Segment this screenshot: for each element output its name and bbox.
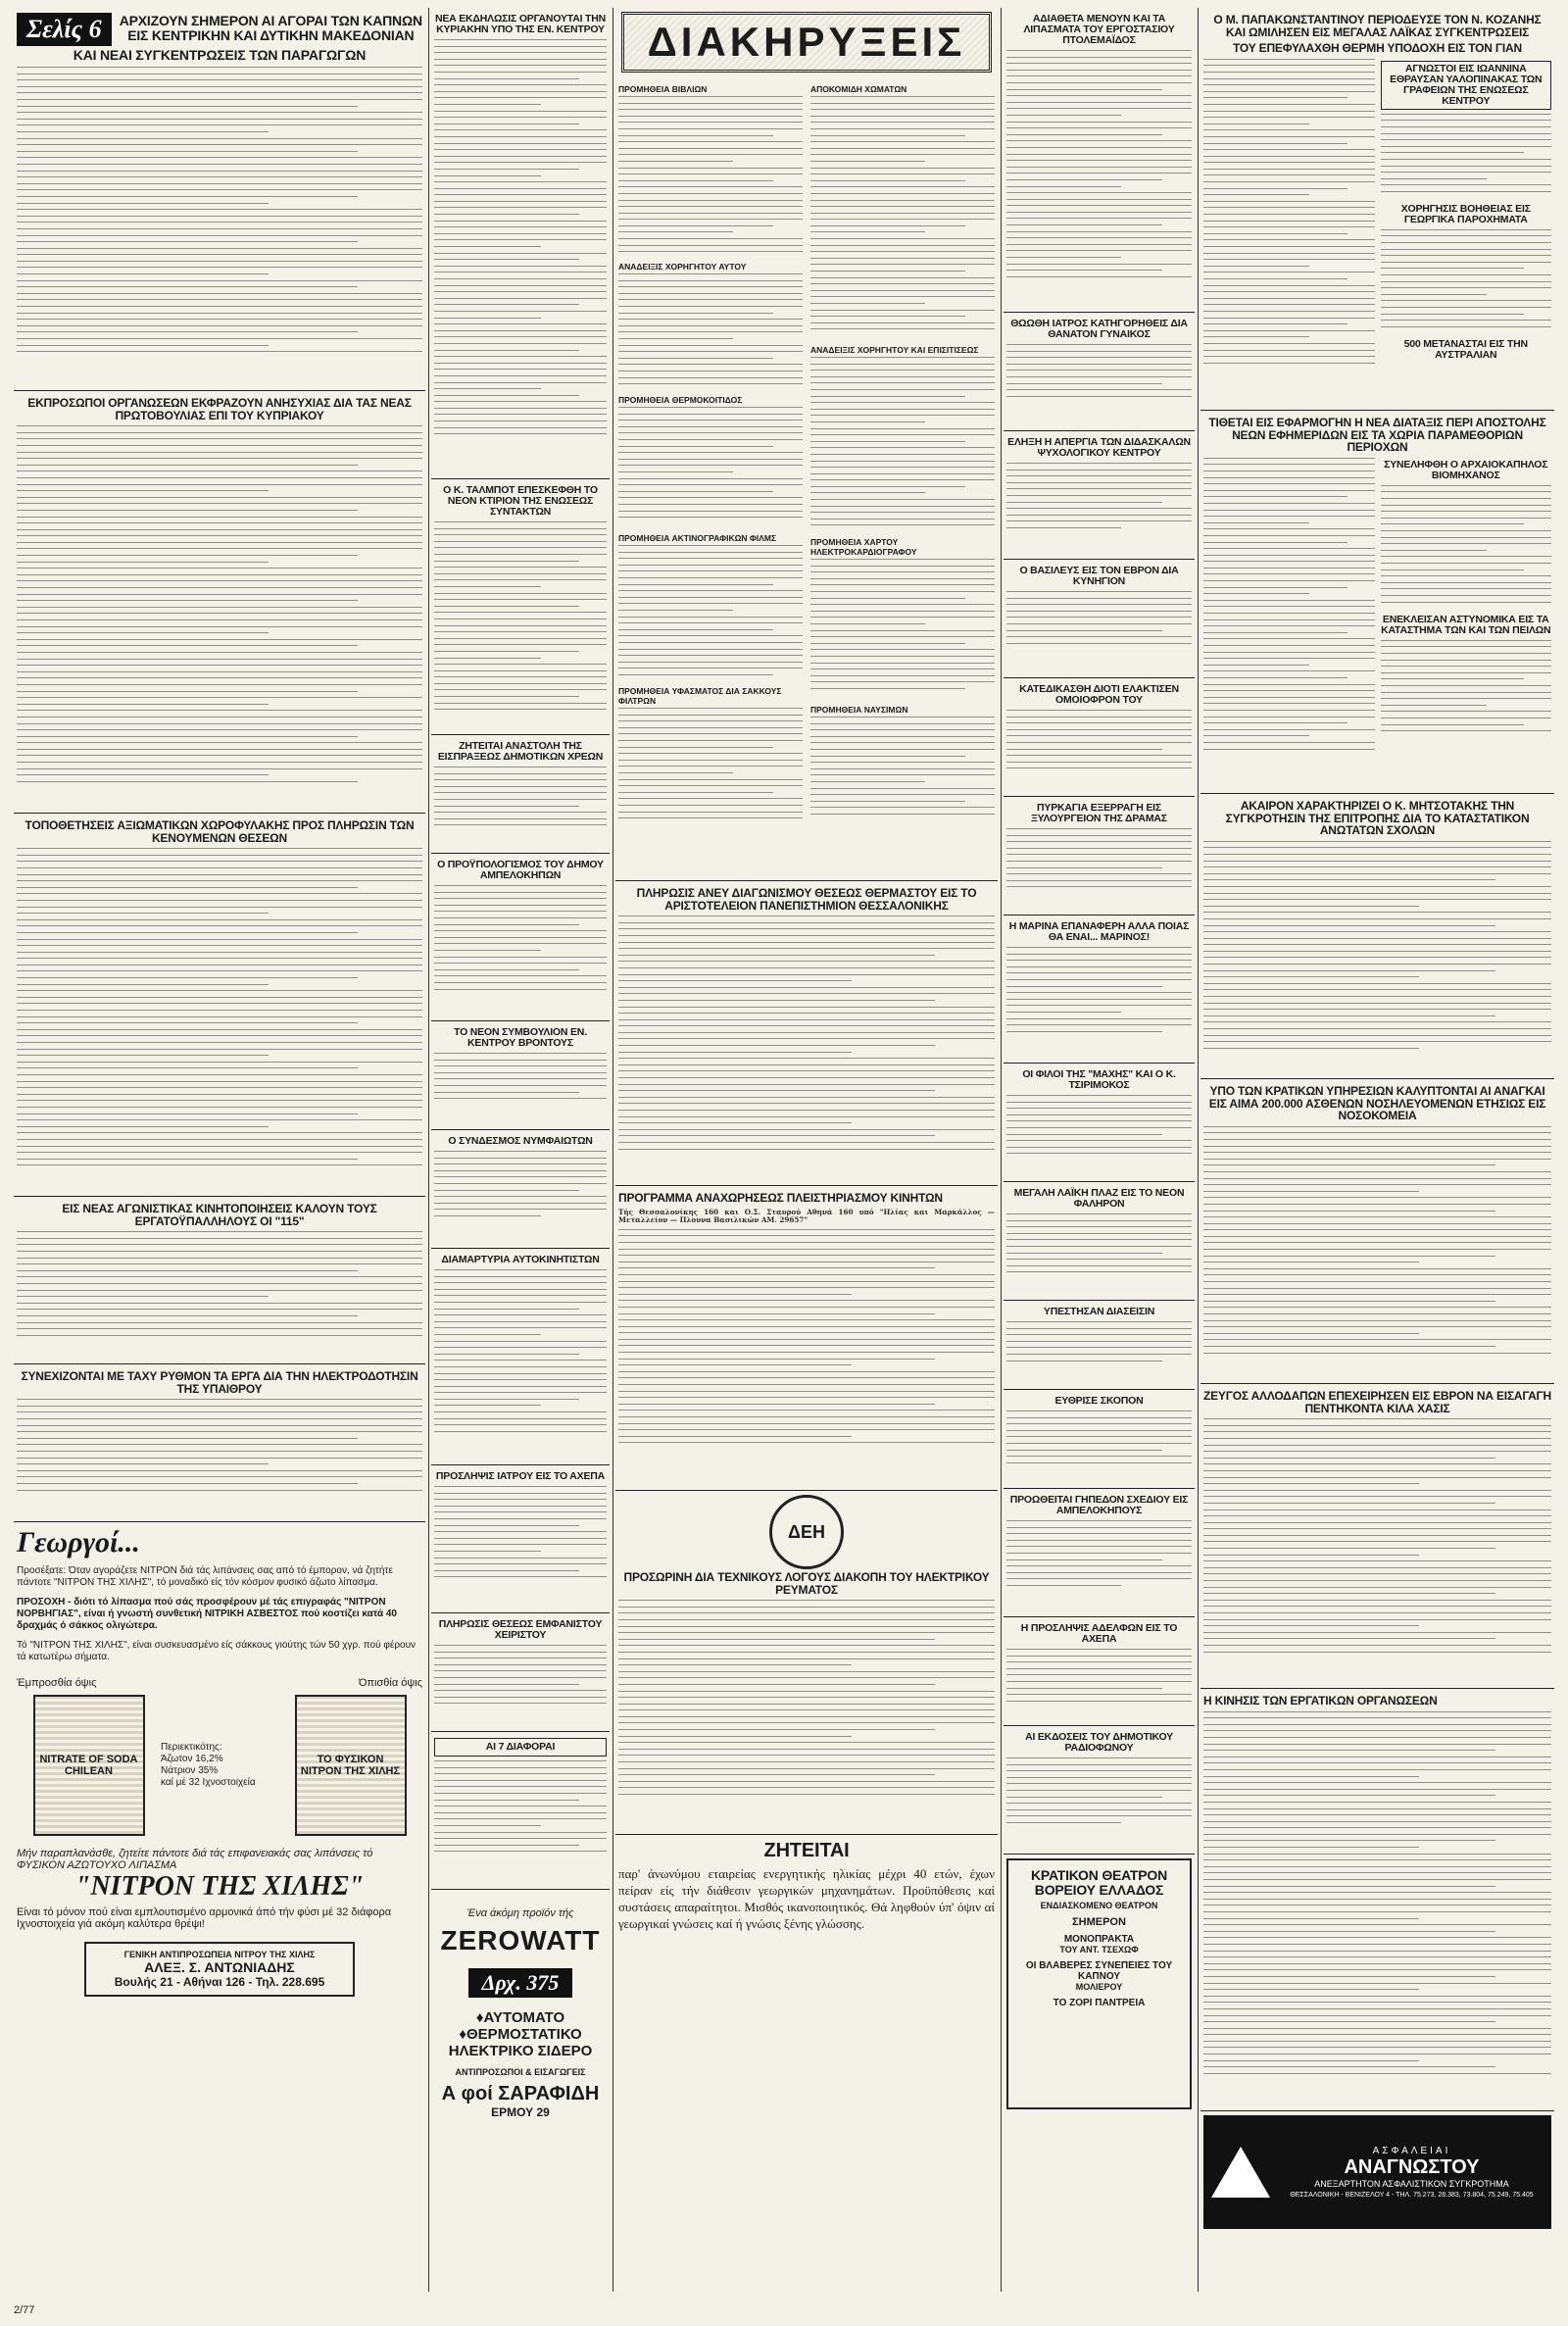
subheading: ΠΡΟΜΗΘΕΙΑ ΒΙΒΛΙΩΝ bbox=[618, 84, 708, 94]
article-developer bbox=[431, 1613, 610, 1732]
sack-front-image: NITRATE OF SODA CHILEAN bbox=[33, 1695, 145, 1836]
ad-subtitle: ΑΝΕΞΑΡΤΗΤΟΝ ΑΣΦΑΛΙΣΤΙΚΟΝ ΣΥΓΚΡΟΤΗΜΑ bbox=[1314, 2179, 1509, 2189]
article-body bbox=[434, 1269, 607, 1441]
article-body bbox=[1381, 485, 1552, 613]
ad-agent-name: Α φοί ΣΑΡΑΦΙΔΗ bbox=[441, 2083, 600, 2104]
ad-agent-name: ΑΛΕΞ. Σ. ΑΝΤΩΝΙΑΔΗΣ bbox=[144, 1959, 295, 1975]
subheading: ΠΡΟΜΗΘΕΙΑ ΘΕΡΜΟΚΟΙΤΙΔΟΣ bbox=[618, 395, 743, 405]
article-university-stoker bbox=[615, 881, 998, 1186]
theatre-sub: ΕΝΔΙΑΣΚΟΜΕΝΟ ΘΕΑΤΡΟΝ bbox=[1040, 1901, 1158, 1911]
article-body bbox=[1203, 1126, 1551, 1361]
article-body bbox=[810, 559, 995, 701]
ad-text: Τό "ΝΙΤΡΟΝ ΤΗΣ ΧΙΛΗΣ", είναι συσκευασμένο είς σάκκους γιούτης τών 50 χγρ. πού φέρουν τά κατωτέρω σήματα. bbox=[17, 1640, 416, 1662]
theatre-today: ΣΗΜΕΡΟΝ bbox=[1072, 1916, 1126, 1929]
headline: ΚΡΑΤΙΚΟΝ ΘΕΑΤΡΟΝ ΒΟΡΕΙΟΥ ΕΛΛΑΔΟΣ bbox=[1030, 1867, 1168, 1898]
article-tobacco-markets bbox=[14, 8, 425, 391]
article-body bbox=[434, 39, 607, 441]
ad-tagline: Είναι τό μόνον πού είναι εμπλουτισμένο αρμονικά άπό τήν φύσι μέ 32 διάφορα Ιχνοστοιχεία γιά ακόμη καλύτερα θρέψι! bbox=[17, 1906, 392, 1930]
ad-agent: ΓΕΝΙΚΗ ΑΝΤΙΠΡΟΣΩΠΕΙΑ ΝΙΤΡΟΥ ΤΗΣ ΧΙΛΗΣ bbox=[123, 1950, 316, 1959]
headline: ΠΡΟΩΘΕΙΤΑΙ ΓΗΠΕΔΟΝ ΣΧΕΔΙΟΥ ΕΙΣ ΑΜΠΕΛΟΚΗΠΟΥΣ bbox=[1009, 1494, 1189, 1517]
ad-contents: Νάτριον 35% bbox=[161, 1765, 219, 1776]
ad-tagline: Ένα άκόμη προϊόν τής bbox=[466, 1907, 574, 1919]
article-municipal-debts bbox=[431, 735, 610, 854]
article-papakonstantinou bbox=[1200, 8, 1554, 411]
ad-text: παρ' άνωνύμου εταιρείας ενεργητικής ηλικίας μέχρι 40 ετών, έχων πείραν είς τήν διάθεσιν γεωργικών μηχανημάτων. Προϋπόθεσις καί συστάσεις απαραίτητοι. Μισθός ικανοποιητικός. Θά ληφθούν ύπ' όψιν αί γεωργικαί γνώσεις καί ή γνώσις ξένης γλώσσης. bbox=[618, 1866, 995, 1931]
article-body bbox=[1006, 1520, 1192, 1594]
article-concussion bbox=[1004, 1301, 1195, 1390]
headline: ΖΕΥΓΟΣ ΑΛΛΟΔΑΠΩΝ ΕΠΕΧΕΙΡΗΣΕΝ ΕΙΣ ΕΒΡΟΝ ΝΑ ΕΙΣΑΓΑΓΗ ΠΕΝΤΗΚΟΝΤΑ ΚΙΛΑ ΧΑΣΙΣ bbox=[1203, 1389, 1552, 1415]
ad-label: Έμπροσθία όψις bbox=[17, 1677, 97, 1689]
section-label: Σελίς 6 bbox=[17, 13, 112, 46]
article-hashish bbox=[1200, 1384, 1554, 1689]
ad-label: Όπισθία όψις bbox=[358, 1677, 422, 1689]
article-doctor-ahepa bbox=[431, 1465, 610, 1613]
article-radio bbox=[1004, 1726, 1195, 1855]
article-body bbox=[1006, 1757, 1192, 1831]
headline: ΠΥΡΚΑΓΙΑ ΕΞΕΡΡΑΓΗ ΕΙΣ ΞΥΛΟΥΡΓΕΙΟΝ ΤΗΣ ΔΡΑΜΑΣ bbox=[1031, 802, 1167, 825]
article-body bbox=[1006, 463, 1192, 536]
ad-agent-address: ΕΡΜΟΥ 29 bbox=[491, 2105, 550, 2119]
column-1 bbox=[14, 8, 425, 2292]
triangle-logo-icon bbox=[1211, 2147, 1270, 2198]
headline: ΕΛΗΞΗ Η ΑΠΕΡΓΙΑ ΤΩΝ ΔΙΔΑΣΚΑΛΩΝ ΨΥΧΟΛΟΓΙΚΟΥ ΚΕΝΤΡΟΥ bbox=[1007, 436, 1191, 460]
article-115 bbox=[14, 1197, 425, 1364]
ad-brand: "ΝΙΤΡΟΝ ΤΗΣ ΧΙΛΗΣ" bbox=[74, 1871, 365, 1902]
ad-contents: Περιεκτικότης: bbox=[161, 1742, 222, 1753]
subheading: ΑΝΑΔΕΙΞΙΣ ΧΟΡΗΓΗΤΟΥ ΑΥΤΟΥ bbox=[618, 262, 747, 272]
sack-back-image: ΤΟ ΦΥΣΙΚΟΝ ΝΙΤΡΟΝ ΤΗΣ ΧΙΛΗΣ bbox=[295, 1695, 407, 1836]
article-body bbox=[1381, 114, 1552, 202]
headline: Ο ΒΑΣΙΛΕΥΣ ΕΙΣ ΤΟΝ ΕΒΡΟΝ ΔΙΑ ΚΥΝΗΓΙΟΝ bbox=[1019, 565, 1179, 588]
article-cyprus bbox=[14, 391, 425, 814]
tenders bbox=[615, 76, 998, 881]
article-talbot bbox=[431, 479, 610, 735]
headline: ΤΙΘΕΤΑΙ ΕΙΣ ΕΦΑΡΜΟΓΗΝ Η ΝΕΑ ΔΙΑΤΑΞΙΣ ΠΕΡΙ ΑΠΟΣΤΟΛΗΣ ΝΕΩΝ ΕΦΗΜΕΡΙΔΩΝ ΕΙΣ ΤΑ ΧΩΡΙΑ ΠΑΡΑΜΕΘΟΡΙΩΝ ΠΕΡΙΟΧΩΝ bbox=[1208, 416, 1546, 455]
headline: ΟΙ ΦΙΛΟΙ ΤΗΣ "ΜΑΧΗΣ" ΚΑΙ Ο Κ. ΤΣΙΡΙΜΟΚΟΣ bbox=[1022, 1068, 1176, 1092]
headline: ΖΗΤΕΙΤΑΙ bbox=[763, 1840, 850, 1861]
ad-wanted bbox=[615, 1835, 998, 2070]
ad-nitron-chile bbox=[14, 1522, 425, 2292]
article-maxi-friends bbox=[1004, 1064, 1195, 1182]
headline: ΕΚΠΡΟΣΩΠΟΙ ΟΡΓΑΝΩΣΕΩΝ ΕΚΦΡΑΖΟΥΝ ΑΝΗΣΥΧΙΑΣ ΔΙΑ ΤΑΣ ΝΕΑΣ ΠΡΩΤΟΒΟΥΛΙΑΣ ΕΠΙ ΤΟΥ ΚΥΠΡΙΑΚΟΥ bbox=[27, 396, 412, 422]
article-blood bbox=[1200, 1079, 1554, 1384]
headline: ΑΙ ΕΚΔΟΣΕΙΣ ΤΟΥ ΔΗΜΟΤΙΚΟΥ ΡΑΔΙΟΦΩΝΟΥ bbox=[1025, 1731, 1173, 1755]
headline: ΚΑΤΕΔΙΚΑΣΘΗ ΔΙΟΤΙ ΕΛΑΚΤΙΣΕΝ ΟΜΟΙΟΦΡΟΝ ΤΟΥ bbox=[1019, 683, 1179, 707]
article-body bbox=[618, 1229, 995, 1455]
article-target bbox=[1004, 1390, 1195, 1489]
article-body bbox=[1203, 841, 1551, 1057]
ad-feature: ΗΛΕΚΤΡΙΚΟ ΣΙΔΕΡΟ bbox=[448, 2043, 593, 2059]
article-body bbox=[618, 273, 803, 391]
article-teachers-strike bbox=[1004, 431, 1195, 560]
ad-brand: ΑΝΑΓΝΩΣΤΟΥ bbox=[1344, 2156, 1480, 2178]
column-rule bbox=[1198, 8, 1199, 2292]
article-body bbox=[1006, 710, 1192, 776]
ad-anagnostou bbox=[1200, 2111, 1554, 2239]
article-electrification bbox=[14, 1364, 425, 1522]
ad-theatre bbox=[1004, 1855, 1195, 2119]
article-body bbox=[810, 717, 995, 824]
ad-7-differences bbox=[431, 1732, 610, 1890]
article-body bbox=[17, 848, 422, 1176]
article-body bbox=[1006, 828, 1192, 895]
article-beach bbox=[1004, 1182, 1195, 1301]
headline: ΣΥΝΕΧΙΖΟΝΤΑΙ ΜΕ ΤΑΧΥ ΡΥΘΜΟΝ ΤΑ ΕΡΓΑ ΔΙΑ ΤΗΝ ΗΛΕΚΤΡΟΔΟΤΗΣΙΝ ΤΗΣ ΥΠΑΙΘΡΟΥ bbox=[21, 1369, 418, 1396]
column-5 bbox=[1200, 8, 1554, 2292]
ad-label: ΑΣΦΑΛΕΙΑΙ bbox=[1372, 2146, 1451, 2156]
headline: 500 ΜΕΤΑΝΑΣΤΑΙ ΕΙΣ ΤΗΝ ΑΥΣΤΡΑΛΙΑΝ bbox=[1403, 337, 1528, 361]
subheading: ΠΡΟΜΗΘΕΙΑ ΧΑΡΤΟΥ ΗΛΕΚΤΡΟΚΑΡΔΙΟΓΡΑΦΟΥ bbox=[810, 537, 917, 557]
headline: ΑΔΙΑΘΕΤΑ ΜΕΝΟΥΝ ΚΑΙ ΤΑ ΛΙΠΑΣΜΑΤΑ ΤΟΥ ΕΡΓΟΣΤΑΣΙΟΥ ΠΤΟΛΕΜΑΪΔΟΣ bbox=[1023, 13, 1175, 47]
ad-slogan: Μήν παραπλανάσθε, ζητείτε πάντοτε διά τάς επιφανειακάς σας λιπάνσεις τό ΦΥΣΙΚΟΝ ΑΖΩΤΟΥΧΟ ΛΙΠΑΣΜΑ bbox=[17, 1848, 373, 1871]
headline: ΕΝΕΚΛΕΙΣΑΝ ΑΣΤΥΝΟΜΙΚΑ ΕΙΣ ΤΑ ΚΑΤΑΣΤΗΜΑ ΤΩΝ ΚΑΙ ΤΩΝ ΠΕΙΛΩΝ bbox=[1381, 613, 1551, 636]
headline: Η ΚΙΝΗΣΙΣ ΤΩΝ ΕΡΓΑΤΙΚΩΝ ΟΡΓΑΝΩΣΕΩΝ bbox=[1203, 1694, 1438, 1707]
headline: ΚΑΙ ΝΕΑΙ ΣΥΓΚΕΝΤΡΩΣΕΙΣ ΤΩΝ ΠΑΡΑΓΩΓΩΝ bbox=[73, 47, 367, 64]
ad-text: Προσέξατε: Όταν αγοράζετε ΝΙΤΡΟΝ διά τάς λιπάνσεις σας από τό έμπορον, νά ζητήτε πάντοτε "ΝΙΤΡΟΝ ΤΗΣ ΧΙΛΗΣ", τό μοναδικό είς τόν κόσμον φυσικό άζωτο λίπασμα. bbox=[17, 1565, 393, 1588]
article-body bbox=[434, 1053, 607, 1110]
headline: ΑΡΧΙΖΟΥΝ ΣΗΜΕΡΟΝ ΑΙ ΑΓΟΡΑΙ ΤΩΝ ΚΑΠΝΩΝ ΕΙΣ ΚΕΝΤΡΙΚΗΝ ΚΑΙ ΔΥΤΙΚΗΝ ΜΑΚΕΔΟΝΙΑΝ bbox=[119, 13, 422, 43]
headline: ΕΙΣ ΝΕΑΣ ΑΓΩΝΙΣΤΙΚΑΣ ΚΙΝΗΤΟΠΟΙΗΣΕΙΣ ΚΑΛΟΥΝ ΤΟΥΣ ΕΡΓΑΤΟΫΠΑΛΛΗΛΟΥΣ ΟΙ "115" bbox=[62, 1202, 377, 1228]
theatre-play: ΜΟΝΟΠΡΑΚΤΑ bbox=[1063, 1934, 1135, 1946]
tenders-right bbox=[810, 80, 995, 874]
article-body bbox=[17, 425, 422, 788]
zerowatt-logo: ZEROWATT bbox=[440, 1925, 601, 1955]
headline: ΣΥΝΕΛΗΦΘΗ Ο ΑΡΧΑΙΟΚΑΠΗΛΟΣ ΒΙΟΜΗΧΑΝΟΣ bbox=[1384, 458, 1548, 481]
ad-contents: καί μέ 32 Ιχνοστοιχεία bbox=[161, 1777, 256, 1788]
auction-subtitle: Τής Θεσσαλονίκης 160 και Ο.Σ. Σταυρού Αθηνά 160 υπό "Ηλίας και Μαρκάλλος — Μεταλλείον — Πλουνα Βασιλικών ΑΜ. 29657" bbox=[618, 1207, 995, 1225]
headline: ΖΗΤΕΙΤΑΙ ΑΝΑΣΤΟΛΗ ΤΗΣ ΕΙΣΠΡΑΞΕΩΣ ΔΗΜΟΤΙΚΩΝ ΧΡΕΩΝ bbox=[437, 740, 604, 764]
article-vrontou bbox=[431, 1021, 610, 1130]
article-marina bbox=[1004, 916, 1195, 1064]
article-body bbox=[1203, 1711, 1551, 2084]
ad-text: ΠΡΟΣΟΧΗ - διότι τό λίπασμα πού σάς προσφέρουν μέ τάς επιγραφάς "ΝΙΤΡΟΝ ΝΟΡΒΗΓΙΑΣ", είναι ή γνωστή συνθετική ΝΙΤΡΙΚΗ ΑΣΒΕΣΤΟΣ πού κοστίζει κατά 40 δραχμάς ό σάκκος ολιγώτερα. bbox=[17, 1597, 397, 1631]
article-body bbox=[618, 708, 803, 825]
article-labour bbox=[1200, 1689, 1554, 2111]
article-fire bbox=[1004, 797, 1195, 916]
article-body bbox=[1381, 229, 1552, 337]
article-stadium bbox=[1004, 1489, 1195, 1617]
subheading: ΑΠΟΚΟΜΙΔΗ ΧΩΜΑΤΩΝ bbox=[810, 84, 907, 94]
page-number: 2/77 bbox=[14, 2304, 35, 2316]
newspaper-page bbox=[14, 8, 1554, 2316]
article-body bbox=[1006, 947, 1192, 1040]
ad-title: Γεωργοί... bbox=[17, 1526, 140, 1559]
column-4 bbox=[1004, 8, 1195, 2292]
article-convicted bbox=[1004, 678, 1195, 797]
headline: ΤΟΥ ΕΠΕΦΥΛΑΧΘΗ ΘΕΡΜΗ ΥΠΟΔΟΧΗ ΕΙΣ ΤΟΝ ΓΙΑΝ bbox=[1232, 41, 1522, 56]
column-3 bbox=[615, 8, 998, 2292]
article-body bbox=[1203, 59, 1375, 372]
article-nymfaioton bbox=[431, 1130, 610, 1249]
headline: ΧΟΡΗΓΗΣΙΣ ΒΟΗΘΕΙΑΣ ΕΙΣ ΓΕΩΡΓΙΚΑ ΠΑΡΟΧΗΜΑΤΑ bbox=[1400, 202, 1531, 225]
subheading: ΠΡΟΜΗΘΕΙΑ ΥΦΑΣΜΑΤΟΣ ΔΙΑ ΣΑΚΚΟΥΣ ΦΙΛΤΡΩΝ bbox=[618, 686, 782, 706]
power-outage bbox=[615, 1491, 998, 1835]
article-body bbox=[1006, 591, 1192, 655]
ad-address: ΘΕΣΣΑΛΟΝΙΚΗ - ΒΕΝΙΖΕΛΟΥ 4 - ΤΗΛ. 75.273, 28.383, 73.804, 75.249, 75.405 bbox=[1290, 2192, 1534, 2199]
headline: ΤΟΠΟΘΕΤΗΣΕΙΣ ΑΞΙΩΜΑΤΙΚΩΝ ΧΩΡΟΦΥΛΑΚΗΣ ΠΡΟΣ ΠΛΗΡΩΣΙΝ ΤΩΝ ΚΕΝΟΥΜΕΝΩΝ ΘΕΣΕΩΝ bbox=[24, 818, 415, 845]
ad-agent-box bbox=[84, 1942, 355, 1997]
headline: ΝΕΑ ΕΚΔΗΛΩΣΙΣ ΟΡΓΑΝΟΥΤΑΙ ΤΗΝ ΚΥΡΙΑΚΗΝ ΥΠΟ ΤΗΣ ΕΝ. ΚΕΝΤΡΟΥ bbox=[434, 13, 607, 36]
article-body bbox=[1006, 1213, 1192, 1280]
article-ampelokipoi-budget bbox=[431, 854, 610, 1021]
ad-feature: ΑΝΤΙΠΡΟΣΩΠΟΙ & ΕΙΣΑΓΩΓΕΙΣ bbox=[455, 2067, 586, 2077]
column-rule bbox=[1001, 8, 1002, 2292]
article-body bbox=[434, 1760, 607, 1858]
headline: ΑΓΝΩΣΤΟΙ ΕΙΣ ΙΩΑΝΝΙΝΑ ΕΘΡΑΥΣΑΝ ΥΑΛΟΠΙΝΑΚΑΣ ΤΩΝ ΓΡΑΦΕΙΩΝ ΤΗΣ ΕΝΩΣΕΩΣ ΚΕΝΤΡΟΥ bbox=[1381, 61, 1552, 110]
article-doctor bbox=[1004, 313, 1195, 431]
headline: ΠΡΟΣΩΡΙΝΗ ΔΙΑ ΤΕΧΝΙΚΟΥΣ ΛΟΓΟΥΣ ΔΙΑΚΟΠΗ ΤΟΥ ΗΛΕΚΤΡΙΚΟΥ ΡΕΥΜΑΤΟΣ bbox=[623, 1570, 990, 1597]
headline: Η ΜΑΡΙΝΑ ΕΠΑΝΑΦΕΡΗ ΑΛΛΑ ΠΟΙΑΣ ΘΑ ΕΝΑΙ... ΜΑΡΙΝΟΣ! bbox=[1008, 920, 1190, 944]
headline: ΕΥΘΡΙΣΕ ΣΚΟΠΟΝ bbox=[1054, 1395, 1144, 1407]
ad-price: Δρχ. 375 bbox=[468, 1968, 573, 1998]
theatre-play: ΟΙ ΒΛΑΒΕΡΕΣ ΣΥΝΕΠΕΙΕΣ ΤΟΥ ΚΑΠΝΟΥ bbox=[1025, 1960, 1173, 1983]
article-fertilizers bbox=[1004, 8, 1195, 313]
article-body bbox=[618, 1600, 995, 1806]
tenders-left bbox=[618, 80, 803, 874]
article-body bbox=[434, 767, 607, 833]
headline: Ο Μ. ΠΑΠΑΚΩΝΣΤΑΝΤΙΝΟΥ ΠΕΡΙΟΔΕΥΣΕ ΤΟΝ Ν. ΚΟΖΑΝΗΣ ΚΑΙ ΩΜΙΛΗΣΕΝ ΕΙΣ ΜΕΓΑΛΑΣ ΛΑΪΚΑΣ ΣΥΓΚΕΝΤΡΩΣΕΙΣ bbox=[1213, 13, 1542, 39]
headline: ΠΛΗΡΩΣΙΣ ΘΕΣΕΩΣ ΕΜΦΑΝΙΣΤΟΥ ΧΕΙΡΙΣΤΟΥ bbox=[438, 1618, 603, 1642]
ad-feature: ♦ΑΥΤΟΜΑΤΟ bbox=[475, 2009, 565, 2026]
article-body bbox=[17, 67, 422, 361]
article-body bbox=[1203, 458, 1375, 762]
article-body bbox=[1006, 1410, 1192, 1469]
subheading: ΠΡΟΜΗΘΕΙΑ ΑΚΤΙΝΟΓΡΑΦΙΚΩΝ ΦΙΛΜΣ bbox=[618, 533, 777, 543]
column-2 bbox=[431, 8, 610, 2292]
article-body bbox=[810, 357, 995, 533]
article-newspapers-border bbox=[1200, 411, 1554, 794]
headline: ΔΙΑΜΑΡΤΥΡΙΑ ΑΥΤΟΚΙΝΗΤΙΣΤΩΝ bbox=[441, 1254, 600, 1265]
article-body bbox=[434, 1645, 607, 1711]
article-body bbox=[434, 521, 607, 718]
section-banner: ΔΙΑΚΗΡΥΞΕΙΣ bbox=[621, 12, 992, 73]
article-drivers-protest bbox=[431, 1249, 610, 1465]
column-rule bbox=[428, 8, 429, 2292]
article-mitsotakis bbox=[1200, 794, 1554, 1079]
article-center-union bbox=[431, 8, 610, 479]
article-gendarmerie bbox=[14, 814, 425, 1197]
headline: ΠΡΟΓΡΑΜΜΑ ΑΝΑΧΩΡΗΣΕΩΣ ΠΛΕΙΣΤΗΡΙΑΣΜΟΥ ΚΙΝΗΤΩΝ bbox=[618, 1191, 943, 1205]
article-body bbox=[1006, 344, 1192, 408]
headline: Ο ΠΡΟΫΠΟΛΟΓΙΣΜΟΣ ΤΟΥ ΔΗΜΟΥ ΑΜΠΕΛΟΚΗΠΩΝ bbox=[437, 859, 604, 882]
headline: ΑΙ 7 ΔΙΑΦΟΡΑΙ bbox=[434, 1738, 607, 1757]
article-body bbox=[434, 885, 607, 1001]
article-body bbox=[434, 1486, 607, 1584]
article-body bbox=[1203, 1418, 1551, 1663]
headline: Ο Κ. ΤΑΛΜΠΟΤ ΕΠΕΣΚΕΦΘΗ ΤΟ ΝΕΟΝ ΚΤΙΡΙΟΝ ΤΗΣ ΕΝΩΣΕΩΣ ΣΥΝΤΑΚΤΩΝ bbox=[443, 484, 598, 519]
article-body bbox=[1006, 50, 1192, 285]
auction-schedule bbox=[615, 1186, 998, 1491]
headline: ΜΕΓΑΛΗ ΛΑΪΚΗ ΠΛΑΖ ΕΙΣ ΤΟ ΝΕΟΝ ΦΑΛΗΡΟΝ bbox=[1013, 1187, 1185, 1211]
headline: ΤΟ ΝΕΟΝ ΣΥΜΒΟΥΛΙΟΝ ΕΝ. ΚΕΝΤΡΟΥ ΒΡΟΝΤΟΥΣ bbox=[454, 1026, 587, 1050]
column-rule bbox=[612, 8, 613, 2292]
article-body bbox=[618, 96, 803, 258]
headline: ΑΚΑΙΡΟΝ ΧΑΡΑΚΤΗΡΙΖΕΙ Ο Κ. ΜΗΤΣΟΤΑΚΗΣ ΤΗΝ ΣΥΓΚΡΟΤΗΣΙΝ ΤΗΣ ΕΠΙΤΡΟΠΗΣ ΔΙΑ ΤΟ ΚΑΤΑΣΤΑΤΙΚΟΝ ΑΝΩΤΑΤΩΝ ΣΧΟΛΩΝ bbox=[1225, 799, 1530, 838]
subheading: ΑΝΑΔΕΙΞΙΣ ΧΟΡΗΓΗΤΟΥ ΚΑΙ ΕΠΙΣΙΤΙΣΕΩΣ bbox=[810, 345, 979, 355]
article-body bbox=[1006, 1649, 1192, 1707]
article-body bbox=[618, 407, 803, 529]
article-body bbox=[618, 545, 803, 682]
article-body bbox=[810, 96, 995, 341]
article-body bbox=[1006, 1095, 1192, 1162]
article-body bbox=[434, 1151, 607, 1224]
dei-logo: ΔΕΗ bbox=[769, 1495, 844, 1569]
ad-contents: Άζωτον 16,2% bbox=[161, 1754, 223, 1764]
headline: ΥΠΟ ΤΩΝ ΚΡΑΤΙΚΩΝ ΥΠΗΡΕΣΙΩΝ ΚΑΛΥΠΤΟΝΤΑΙ ΑΙ ΑΝΑΓΚΑΙ ΕΙΣ ΑΙΜΑ 200.000 ΑΣΘΕΝΩΝ ΝΟΣΗΛΕΥΟΜΕΝΩΝ ΕΤΗΣΙΩΣ ΕΙΣ ΝΟΣΟΚΟΜΕΙΑ bbox=[1208, 1084, 1546, 1123]
headline: Ο ΣΥΝΔΕΣΜΟΣ ΝΥΜΦΑΙΩΤΩΝ bbox=[448, 1135, 593, 1147]
headline: ΠΛΗΡΩΣΙΣ ΑΝΕΥ ΔΙΑΓΩΝΙΣΜΟΥ ΘΕΣΕΩΣ ΘΕΡΜΑΣΤΟΥ ΕΙΣ ΤΟ ΑΡΙΣΤΟΤΕΛΕΙΟΝ ΠΑΝΕΠΙΣΤΗΜΙΟΝ ΘΕΣΣΑΛΟΝΙΚΗΣ bbox=[636, 886, 977, 913]
theatre-author: ΤΟΥ ΑΝΤ. ΤΣΕΧΩΦ bbox=[1059, 1945, 1139, 1955]
headline: ΠΡΟΣΛΗΨΙΣ ΙΑΤΡΟΥ ΕΙΣ ΤΟ ΑΧΕΠΑ bbox=[435, 1470, 606, 1482]
article-body bbox=[618, 916, 995, 1161]
theatre-play: ΤΟ ΖΟΡΙ ΠΑΝΤΡΕΙΑ bbox=[1053, 1998, 1146, 2009]
subheading: ΠΡΟΜΗΘΕΙΑ ΝΑΥΣΙΜΩΝ bbox=[810, 705, 908, 715]
headline: Η ΠΡΟΣΛΗΨΙΣ ΑΔΕΛΦΩΝ ΕΙΣ ΤΟ ΑΧΕΠΑ bbox=[1020, 1622, 1178, 1646]
ad-feature: ♦ΘΕΡΜΟΣΤΑΤΙΚΟ bbox=[459, 2026, 582, 2043]
ad-agent-address: Βουλής 21 - Αθήναι 126 - Τηλ. 228.695 bbox=[114, 1975, 325, 1989]
article-nurses bbox=[1004, 1617, 1195, 1726]
article-body bbox=[17, 1399, 422, 1502]
theatre-author: ΜΟΛΙΕΡΟΥ bbox=[1075, 1982, 1123, 1993]
article-body bbox=[17, 1231, 422, 1344]
article-body bbox=[1381, 640, 1552, 738]
article-king bbox=[1004, 560, 1195, 678]
headline: ΥΠΕΣΤΗΣΑΝ ΔΙΑΣΕΙΣΙΝ bbox=[1043, 1306, 1155, 1317]
ad-zerowatt bbox=[431, 1890, 610, 2292]
headline: ΘΩΩΘΗ ΙΑΤΡΟΣ ΚΑΤΗΓΟΡΗΘΕΙΣ ΔΙΑ ΘΑΝΑΤΟΝ ΓΥΝΑΙΚΟΣ bbox=[1010, 318, 1188, 341]
article-body bbox=[1006, 1321, 1192, 1370]
